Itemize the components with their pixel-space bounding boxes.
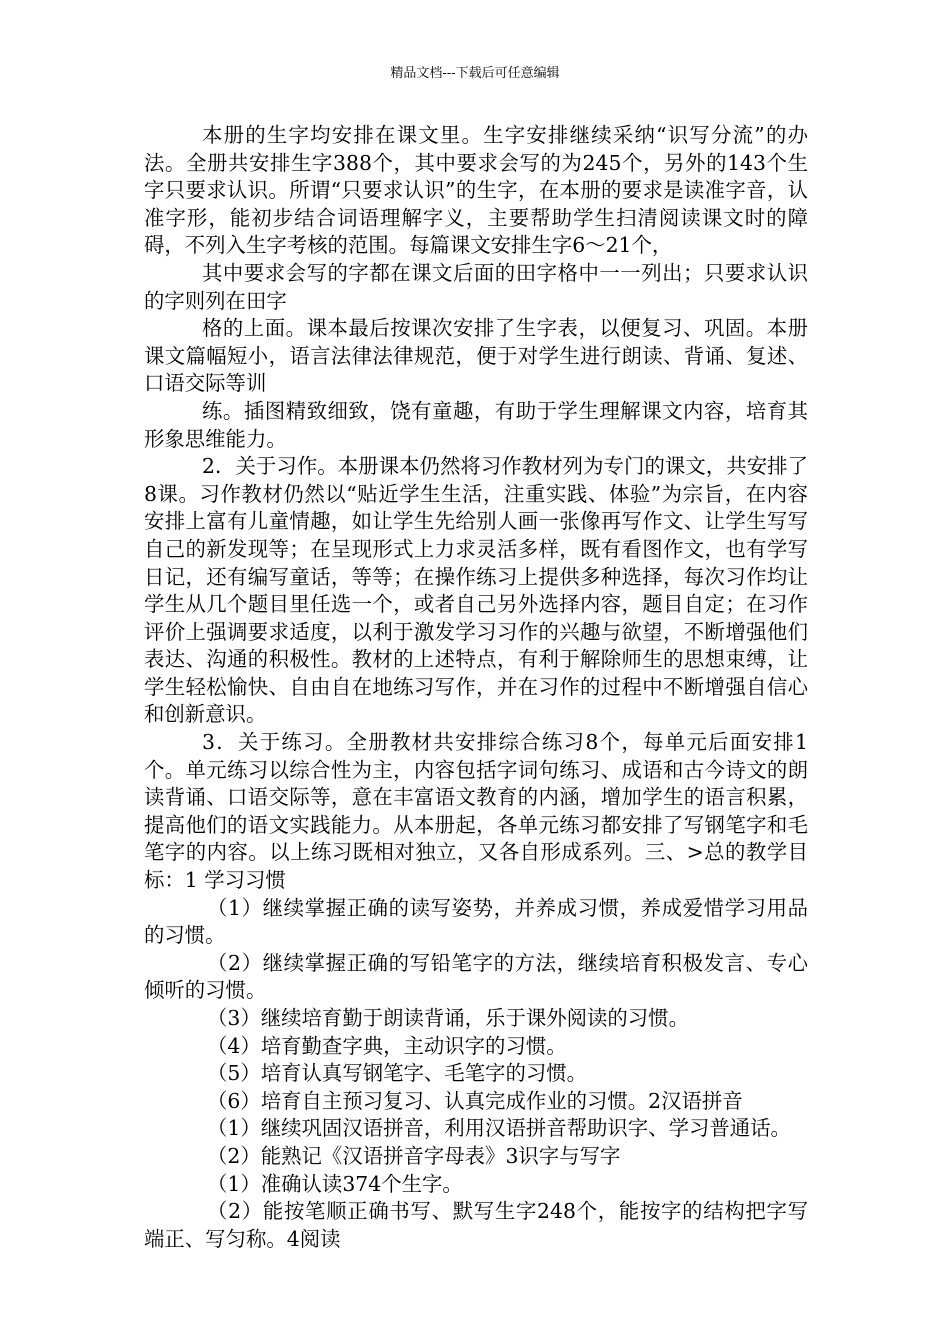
list-item-literacy-1: （1）准确认读374个生字。: [207, 1171, 463, 1196]
list-item-habit-6: （6）培育自主预习复习、认真完成作业的习惯。2汉语拼音: [207, 1088, 743, 1113]
list-item-habit-2: （2）继续掌握正确的写铅笔字的方法，继续培育积极发言、专心倾听的习惯。: [144, 950, 808, 1003]
paragraph-illustrations: 练。插图精致细致，饶有童趣，有助于学生理解课文内容，培育其形象思维能力。: [144, 398, 808, 451]
list-item-pinyin-1: （1）继续巩固汉语拼音，利用汉语拼音帮助识字、学习普通话。: [207, 1116, 791, 1141]
page-header: 精品文档---下载后可任意编辑: [390, 66, 560, 81]
list-item-habit-3: （3）继续培育勤于朗读背诵，乐于课外阅读的习惯。: [207, 1006, 689, 1030]
paragraph-tianzige: 其中要求会写的字都在课文后面的田字格中一一列出；只要求认识的字则列在田字: [144, 260, 808, 313]
list-item-literacy-2: （2）能按笔顺正确书写、默写生字248个，能按字的结构把字写端正、写匀称。4阅读: [144, 1199, 808, 1251]
list-item-habit-4: （4）培育勤查字典，主动识字的习惯。: [207, 1033, 567, 1058]
list-item-pinyin-2: （2）能熟记《汉语拼音字母表》3识字与写字: [207, 1143, 621, 1168]
list-item-habit-1: （1）继续掌握正确的读写姿势，并养成习惯，养成爱惜学习用品的习惯。: [144, 895, 808, 948]
paragraph-character-table: 格的上面。课本最后按课次安排了生字表，以便复习、巩固。本册课文篇幅短小，语言法律法律规范，便于对学生进行朗读、背诵、复述、口语交际等训: [144, 316, 808, 396]
paragraph-composition: 2．关于习作。本册课本仍然将习作教材列为专门的课文，共安排了8课。习作教材仍然以“贴近学生生活，注重实践、体验”为宗旨，在内容安排上富有儿童情趣，如让学生先给别人画一张像再写作文、让学生写写自己的新发现等；在呈现形式上力求灵活多样，既有看图作文，也有学写日记，还有编写童话，等等；在操作练习上提供多种选择，每次习作均让学生从几个题目里任选一个，或者自己另外选择内容，题目自定；在习作评价上强调要求适度，以利于激发学习习作的兴趣与欲望，不断增强他们表达、沟通的积极性。教材的上述特点，有利于解除师生的思想束缚，让学生轻松愉快、自由自在地练习写作，并在习作的过程中不断增强自信心和创新意识。: [144, 454, 808, 727]
paragraph-characters-intro: 本册的生字均安排在课文里。生字安排继续采纳“识写分流”的办法。全册共安排生字388个，其中要求会写的为245个，另外的143个生字只要求认识。所谓“只要求认识”的生字，在本册的要求是读准字音，认准字形，能初步结合词语理解字义，主要帮助学生扫清阅读课文时的障碍，不列入生字考核的范围。每篇课文安排生字6～21个，: [144, 123, 808, 258]
list-item-habit-5: （5）培育认真写钢笔字、毛笔字的习惯。: [207, 1061, 588, 1086]
document-body: [144, 122, 808, 1253]
paragraph-exercises: 3．关于练习。全册教材共安排综合练习8个，每单元后面安排1个。单元练习以综合性为主，内容包括字词句练习、成语和古今诗文的朗读背诵、口语交际等，意在丰富语文教育的内涵，增加学生的语言积累，提高他们的语文实践能力。从本册起，各单元练习都安排了写钢笔字和毛笔字的内容。以上练习既相对独立，又各自形成系列。三、>总的教学目标：1 学习习惯: [144, 730, 808, 893]
